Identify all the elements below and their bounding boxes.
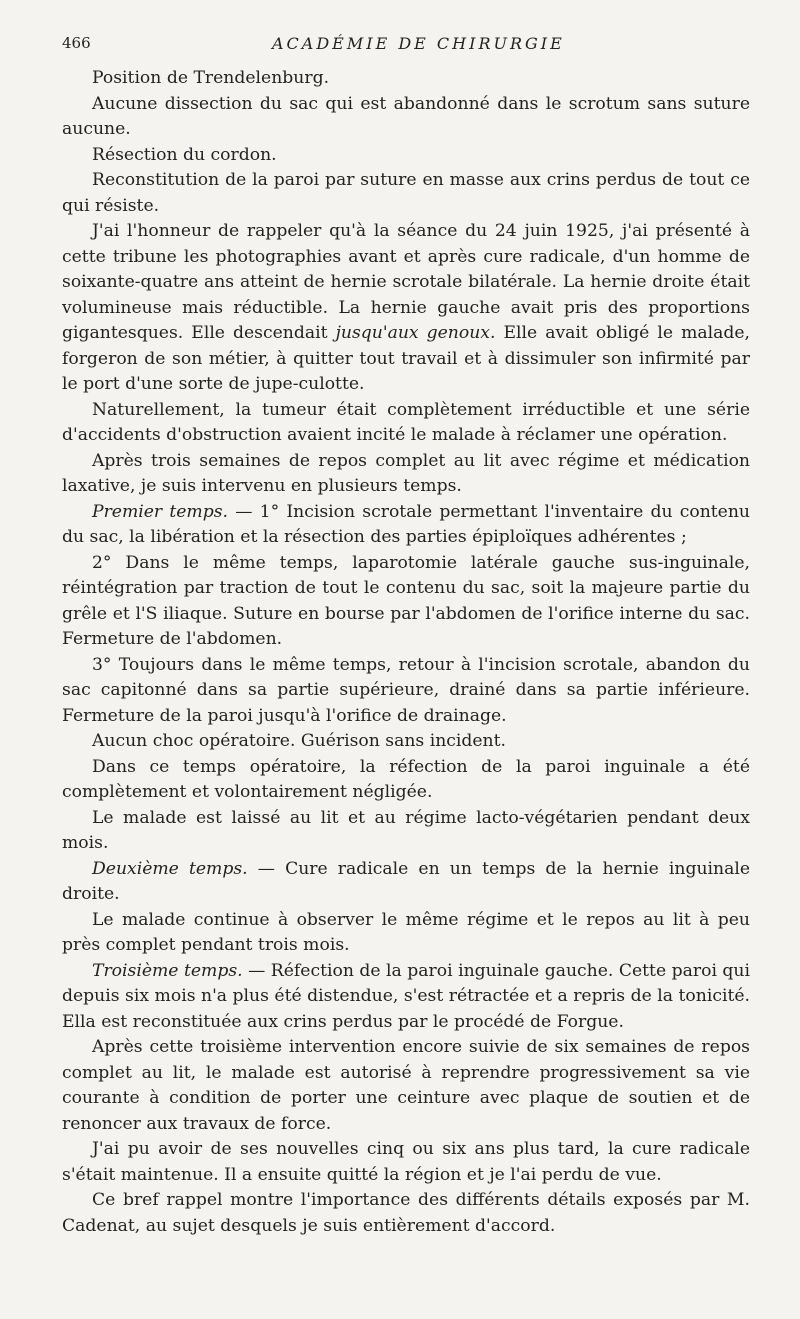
paragraph: Naturellement, la tumeur était complètement irréductible et une série d'accidents d'obstruction avaient incité le malade à réclamer une opération. xyxy=(62,399,750,445)
body-text xyxy=(62,66,750,1239)
paragraph: Position de Trendelenburg. xyxy=(92,68,330,88)
paragraph: Ce bref rappel montre l'importance des différents détails exposés par M. Cadenat, au sujet desquels je suis entièrement d'accord. xyxy=(62,1190,750,1236)
paragraph: Premier temps. — 1° Incision scrotale permettant l'inventaire du contenu du sac, la libération et la résection des parties épiploïques adhérentes ; xyxy=(62,501,750,547)
section-lead: Premier temps. xyxy=(92,501,229,522)
paragraph: Après cette troisième intervention encore suivie de six semaines de repos complet au lit, le malade est autorisé à reprendre progressivement sa vie courante à condition de porter une ceinture avec plaque de soutien et de renoncer aux travaux de force. xyxy=(62,1037,750,1134)
paragraph: Aucun choc opératoire. Guérison sans incident. xyxy=(92,731,507,751)
section-lead: Troisième temps. xyxy=(92,960,243,981)
paragraph: Deuxième temps. — Cure radicale en un temps de la hernie inguinale droite. xyxy=(62,858,750,904)
paragraph: Après trois semaines de repos complet au lit avec régime et médication laxative, je suis intervenu en plusieurs temps. xyxy=(62,450,750,496)
paragraph: Dans ce temps opératoire, la réfection de la paroi inguinale a été complètement et volontairement négligée. xyxy=(62,756,750,802)
paragraph: Le malade est laissé au lit et au régime lacto-végétarien pendant deux mois. xyxy=(62,807,750,853)
paragraph: Le malade continue à observer le même régime et le repos au lit à peu près complet pendant trois mois. xyxy=(62,909,750,955)
paragraph: Résection du cordon. xyxy=(92,144,277,165)
paragraph: Troisième temps. — Réfection de la paroi inguinale gauche. Cette paroi qui depuis six mois n'a plus été distendue, s'est rétractée et a repris de la tonicité. Ella est reconstituée aux crins perdus par le procédé de Forgue. xyxy=(62,960,750,1032)
paragraph: Aucune dissection du sac qui est abandonné dans le scrotum sans suture aucune. xyxy=(62,93,750,139)
paragraph: Reconstitution de la paroi par suture en masse aux crins perdus de tout ce qui résiste. xyxy=(62,170,750,216)
section-lead: Deuxième temps. xyxy=(92,858,248,879)
paragraph: J'ai l'honneur de rappeler qu'à la séance du 24 juin 1925, j'ai présenté à cette tribune les photographies avant et après cure radicale, d'un homme de soixante-quatre ans atteint de hernie scrotale bilatérale. La hernie droite était volumineuse mais réductible. La hernie gauche avait pris des proportions gigantesques. Elle descendait jusqu'aux genoux. Elle avait obligé le malade, forgeron de son métier, à quitter tout travail et à dissimuler son infirmité par le port d'une sorte de jupe-culotte. xyxy=(62,221,750,394)
paragraph: 3° Toujours dans le même temps, retour à l'incision scrotale, abandon du sac capitonné dans sa partie supérieure, drainé dans sa partie inférieure. Fermeture de la paroi jusqu'à l'orifice de drainage. xyxy=(62,654,750,726)
italic-phrase: jusqu'aux genoux xyxy=(335,323,490,343)
paragraph: J'ai pu avoir de ses nouvelles cinq ou six ans plus tard, la cure radicale s'était maintenue. Il a ensuite quitté la région et je l'ai perdu de vue. xyxy=(62,1139,750,1185)
running-title: ACADÉMIE DE CHIRURGIE xyxy=(272,34,565,53)
page-number: 466 xyxy=(62,34,91,52)
page-header xyxy=(62,32,750,62)
paragraph: 2° Dans le même temps, laparotomie latérale gauche sus-inguinale, réintégration par traction de tout le contenu du sac, soit la majeure partie du grêle et l'S iliaque. Suture en bourse par l'abdomen de l'orifice interne du sac. Fermeture de l'abdomen. xyxy=(62,552,750,649)
